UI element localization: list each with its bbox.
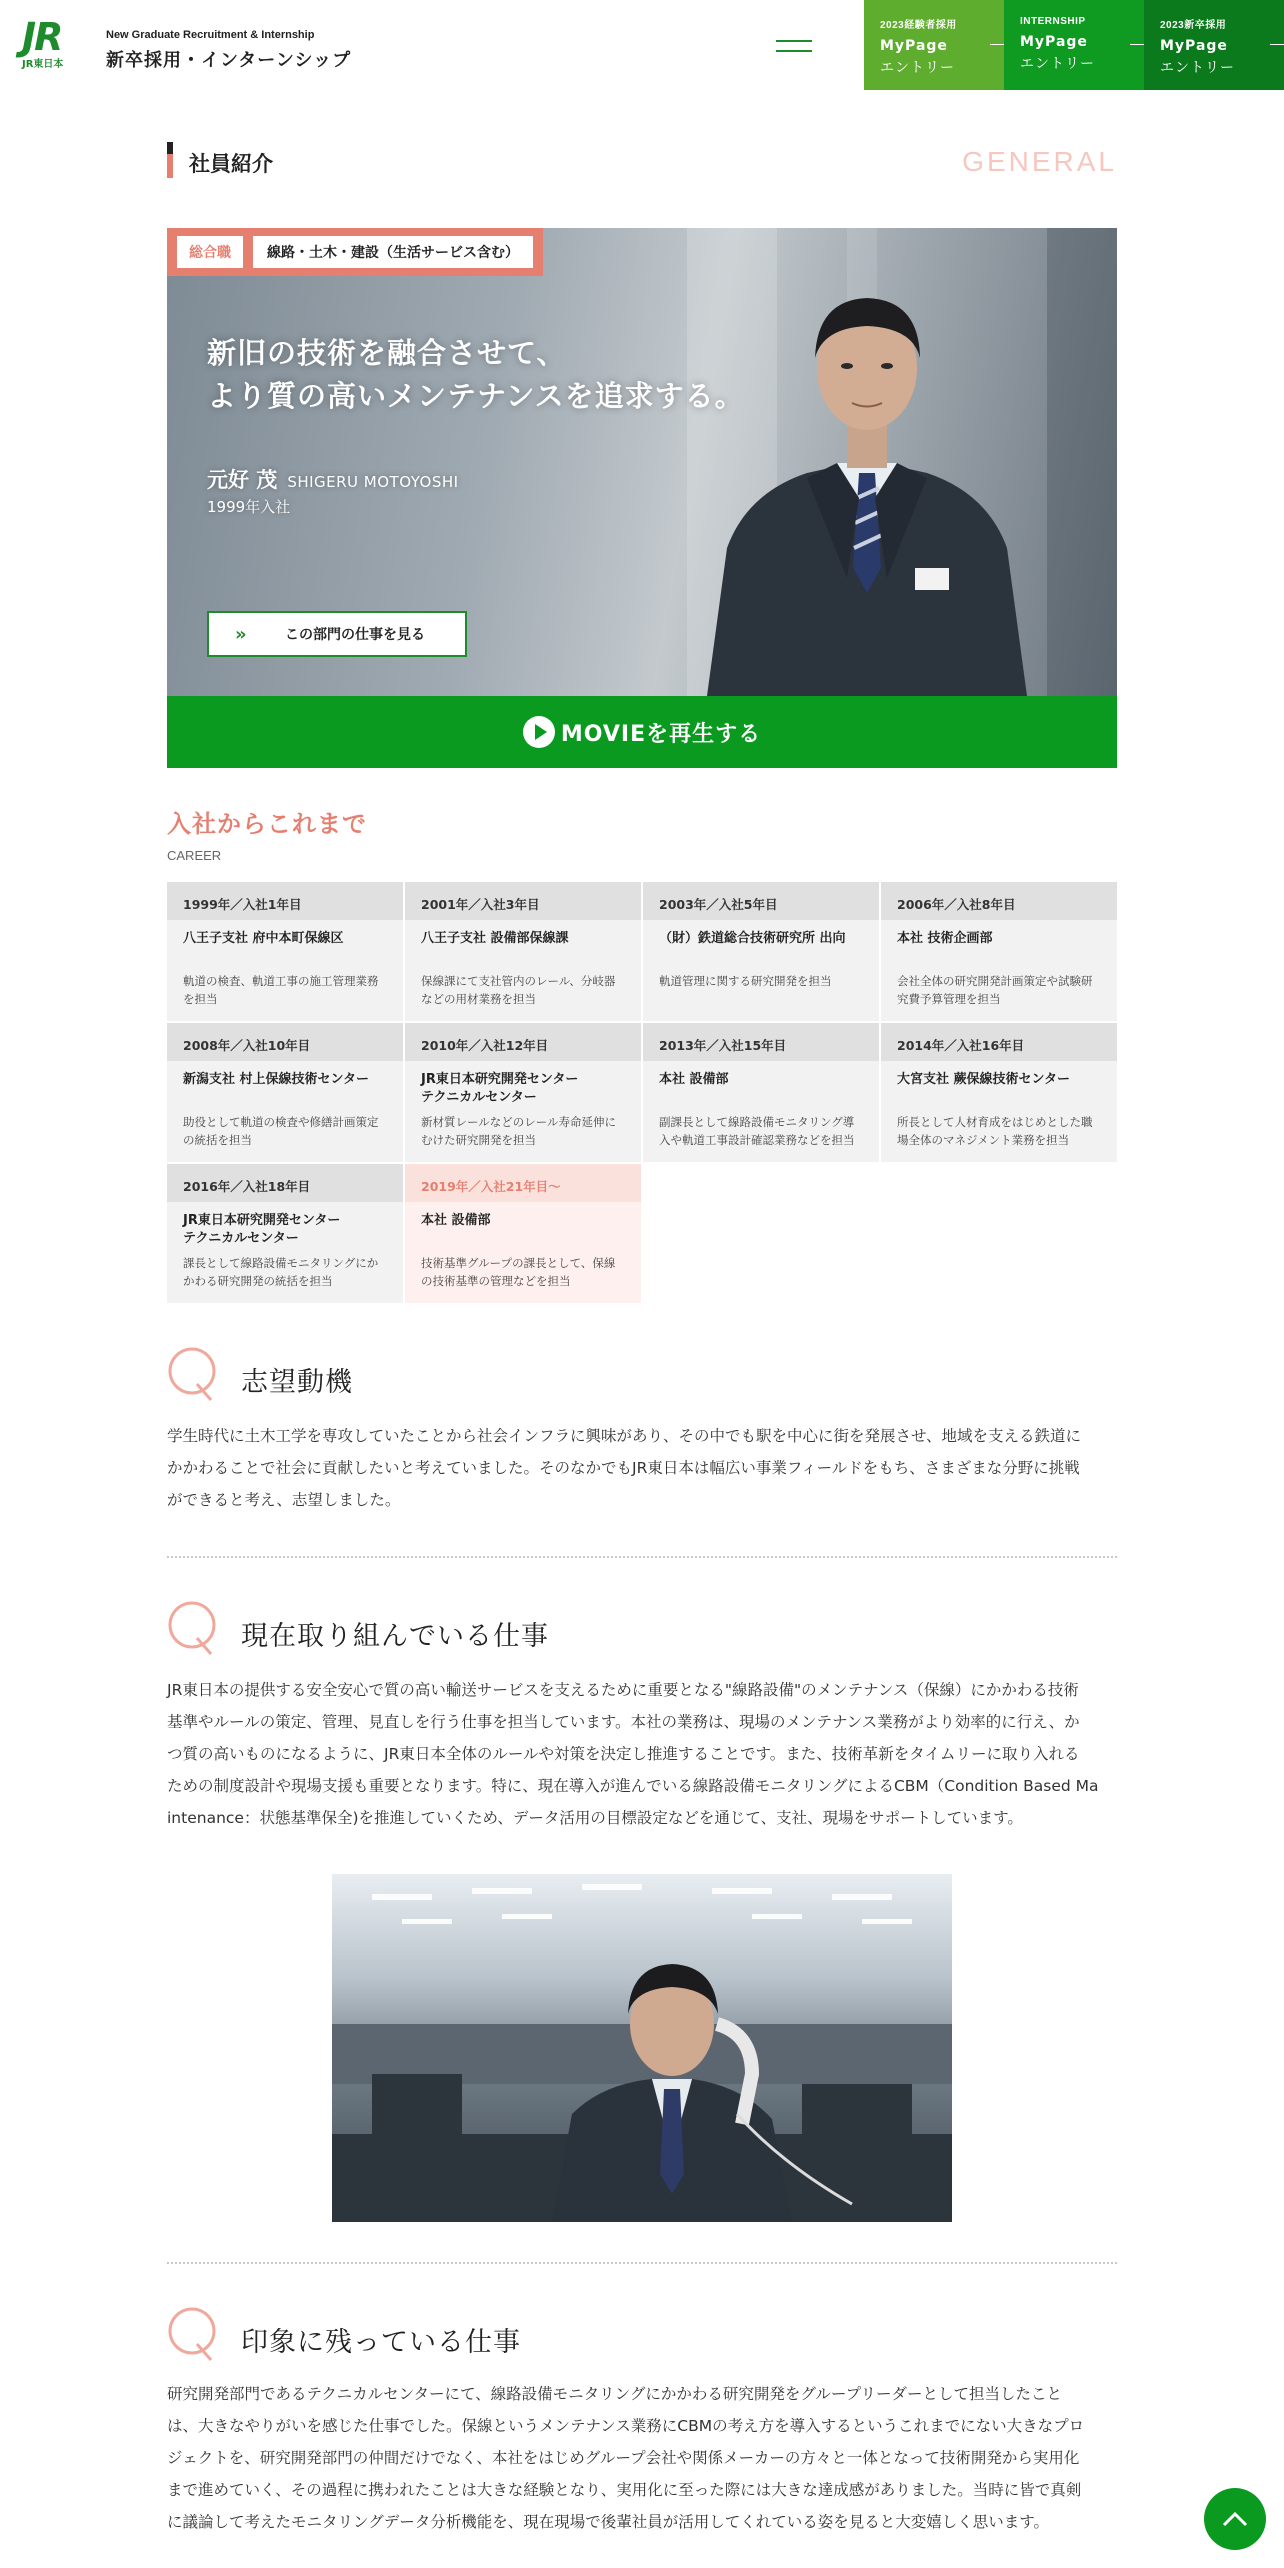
entry-label: エントリー [1160,60,1235,76]
career-empty-slot [643,1164,879,1303]
career-empty-slot [881,1164,1117,1303]
career-description: 会社全体の研究開発計画策定や試験研究費予算管理を担当 [897,974,1093,1006]
play-icon [523,716,555,748]
career-description: 保線課にて支社管内のレール、分岐器などの用材業務を担当 [421,974,616,1006]
mypage-internship-entry-button[interactable] [1004,0,1144,90]
career-year: 2001年／入社3年目 [405,882,641,920]
career-item-current [405,1164,641,1303]
mypage-label-small: 2023新卒採用 [1160,20,1227,31]
double-chevron-right-icon: » [235,623,247,645]
career-place: JR東日本研究開発センター テクニカルセンター [183,1213,341,1246]
arrow-dash-icon [990,44,1004,45]
career-description: 軌道管理に関する研究開発を担当 [659,974,832,988]
career-place: 新潟支社 村上保線技術センター [183,1072,370,1087]
career-place: 本社 設備部 [659,1072,729,1087]
join-year: 1999年入社 [207,498,291,516]
career-description: 所長として人材育成をはじめとした職場全体のマネジメント業務を担当 [897,1115,1093,1147]
career-place: 本社 設備部 [421,1213,491,1228]
career-title-en: CAREER [167,848,222,863]
chevron-up-icon [1222,2511,1248,2527]
office-photo-image [332,1874,952,2222]
career-item [881,882,1117,1021]
career-year: 2014年／入社16年目 [881,1023,1117,1061]
mypage-label: MyPage [1020,34,1088,50]
text-line: ができると考え、志望しました。 [167,1491,401,1509]
career-place: 大宮支社 蕨保線技術センター [897,1072,1071,1087]
career-place: （財）鉄道総合技術研究所 出向 [659,931,846,946]
play-movie-label: MOVIEを再生する [560,721,762,747]
career-year: 2008年／入社10年目 [167,1023,403,1061]
text-line: ジェクトを、研究開発部門の仲間だけでなく、本社をはじめグループ会社や関係メーカーの方々と一体となって技術開発から実用化 [167,2449,1080,2467]
section-title-en: GENERAL [962,146,1117,177]
text-line: JR東日本の提供する安全安心で質の高い輸送サービスを支えるために重要となる"線路設備"のメンテナンス（保線）にかかわる技術 [167,1681,1079,1699]
career-year: 1999年／入社1年目 [167,882,403,920]
motivation-heading: 志望動機 [241,1367,353,1398]
career-year: 2013年／入社15年目 [643,1023,879,1061]
hero-catchcopy [207,332,745,418]
q-icon [167,1346,219,1402]
employee-name [207,464,459,494]
job-category-tag: 総合職 [177,236,243,268]
career-item [643,882,879,1021]
site-title-en: New Graduate Recruitment & Internship [106,29,315,41]
career-item [167,1023,403,1162]
current-work-heading: 現在取り組んでいる仕事 [241,1621,549,1652]
text-line: 学生時代に土木工学を専攻していたことから社会インフラに興味があり、その中でも駅を中心に街を発展させ、地域を支える鉄道に [167,1427,1082,1445]
arrow-dash-icon [1130,44,1144,45]
divider [167,2262,1117,2264]
career-description: 助役として軌道の検査や修繕計画策定の統括を担当 [183,1115,379,1147]
view-department-label: この部門の仕事を見る [285,627,425,643]
section-bar [167,142,173,178]
current-work-text [167,1674,1117,1834]
back-to-top-button[interactable] [1204,2488,1266,2550]
career-description: 新材質レールなどのレール寿命延伸にむけた研究開発を担当 [421,1115,617,1147]
text-line: は、大きなやりがいを感じた仕事でした。保線というメンテナンス業務にCBMの考え方を導入するというこれまでにない大きなプロ [167,2417,1085,2435]
career-item [881,1023,1117,1162]
menu-icon[interactable] [776,40,812,54]
career-description: 副課長として線路設備モニタリング導入や軌道工事設計確認業務などを担当 [659,1115,855,1147]
memorable-work-heading: 印象に残っている仕事 [241,2327,521,2358]
logo-subtext: JR東日本 [22,59,64,70]
career-item [405,1023,641,1162]
entry-label: エントリー [1020,56,1095,72]
mypage-label: MyPage [880,38,948,54]
career-item [643,1023,879,1162]
career-year: 2016年／入社18年目 [167,1164,403,1202]
section-header [167,142,1117,178]
career-item [167,882,403,1021]
mypage-newgrad-entry-button[interactable] [1144,0,1284,90]
text-line: intenance：状態基準保全)を推進していくため、データ活用の目標設定などを通じて、支社、現場をサポートしています。 [167,1809,1023,1827]
jr-logo[interactable] [22,15,88,70]
career-item [167,1164,403,1303]
employee-name-en: SHIGERU MOTOYOSHI [287,473,459,491]
career-description: 軌道の検査、軌道工事の施工管理業務を担当 [183,974,379,1006]
site-title-jp[interactable]: 新卒採用・インターンシップ [106,50,352,71]
motivation-text [167,1420,1117,1516]
career-place: 本社 技術企画部 [897,931,993,946]
category-tags [167,228,543,276]
career-description: 課長として線路設備モニタリングにかかわる研究開発の統括を担当 [183,1256,379,1288]
memorable-work-text [167,2378,1117,2538]
employee-portrait-image [687,248,1047,696]
career-description: 技術基準グループの課長として、保線の技術基準の管理などを担当 [421,1256,616,1288]
text-line: まで進めていく、その過程に携われたことは大きな経験となり、実用化に至った際には大きな達成感がありました。当時に皆で真剣 [167,2481,1082,2499]
career-year: 2003年／入社5年目 [643,882,879,920]
logo-mark: JR [22,15,62,59]
text-line: かかわることで社会に貢献したいと考えていました。そのなかでもJR東日本は幅広い事業フィールドをもち、さまざまな分野に挑戦 [167,1459,1080,1477]
view-department-button[interactable] [207,611,467,657]
arrow-dash-icon [1270,44,1284,45]
play-movie-button[interactable] [167,696,1117,768]
text-line: つ質の高いものになるように、JR東日本全体のルールや対策を決定し推進することです。また、技術革新をタイムリーに取り入れる [167,1745,1080,1763]
employee-name-jp: 元好 茂 [207,468,278,492]
mypage-label: MyPage [1160,38,1228,54]
entry-label: エントリー [880,60,955,76]
career-place: 八王子支社 府中本町保線区 [183,931,344,946]
career-place: JR東日本研究開発センター テクニカルセンター [421,1072,579,1105]
career-year: 2019年／入社21年目〜 [405,1164,641,1202]
text-line: 研究開発部門であるテクニカルセンターにて、線路設備モニタリングにかかわる研究開発をグループリーダーとして担当したこと [167,2385,1062,2403]
hero-bg-panel [1047,228,1117,696]
career-year: 2006年／入社8年目 [881,882,1117,920]
q-icon [167,1600,219,1656]
career-place: 八王子支社 設備部保線課 [421,931,569,946]
q-icon [167,2306,219,2362]
employee-hero [167,228,1117,696]
text-line: ための制度設計や現場支援も重要となります。特に、現在導入が進んでいる線路設備モニタリングによるCBM（Condition Based Ma [167,1777,1099,1795]
catchcopy-line: 新旧の技術を融合させて、 [207,336,567,370]
divider [167,1556,1117,1558]
career-item [405,882,641,1021]
text-line: に議論して考えたモニタリングデータ分析機能を、現在現場で後輩社員が活用してくれている姿を見ると大変嬉しく思います。 [167,2513,1049,2531]
mypage-label-small: 2023経験者採用 [880,20,957,31]
site-header [0,0,1284,90]
career-year: 2010年／入社12年目 [405,1023,641,1061]
mypage-label-small: INTERNSHIP [1020,16,1086,27]
catchcopy-line: より質の高いメンテナンスを追求する。 [207,379,745,413]
job-field-tag: 線路・土木・建設（生活サービス含む） [253,236,533,268]
career-title: 入社からこれまで [167,810,367,838]
mypage-experienced-entry-button[interactable] [864,0,1004,90]
career-timeline [167,882,1117,1303]
section-title: 社員紹介 [189,152,273,176]
text-line: 基準やルールの策定、管理、見直しを行う仕事を担当しています。本社の業務は、現場のメンテナンス業務がより効率的に行え、か [167,1713,1080,1731]
